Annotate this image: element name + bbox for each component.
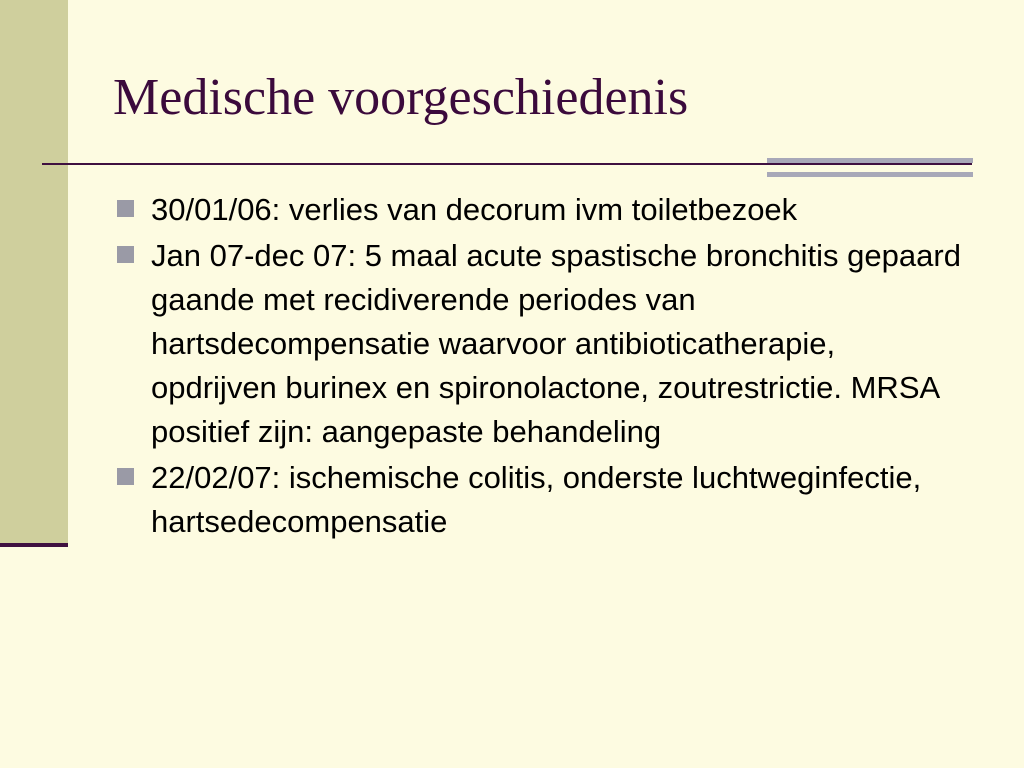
bullet-text: Jan 07-dec 07: 5 maal acute spastische bronchitis gepaard gaande met recidiverende periodes van hartsdecompensatie waarvoor antibioticatherapie, opdrijven burinex en spironolactone, zoutrestrictie. MRSA positief zijn: aangepaste behandeling — [151, 238, 961, 449]
slide-title: Medische voorgeschiedenis — [113, 69, 689, 126]
bullet-text: 22/02/07: ischemische colitis, onderste luchtweginfectie, hartsedecompensatie — [151, 460, 922, 539]
bullet-text: 30/01/06: verlies van decorum ivm toiletbezoek — [151, 192, 798, 227]
accent-bar-top — [767, 158, 973, 163]
square-bullet-icon — [117, 200, 134, 217]
square-bullet-icon — [117, 246, 134, 263]
title-divider-line — [42, 163, 972, 165]
bullet-item — [0, 188, 1024, 232]
square-bullet-icon — [117, 468, 134, 485]
bullet-item — [0, 234, 1024, 454]
bullet-list — [0, 188, 1024, 546]
bullet-item — [0, 456, 1024, 544]
accent-bar-bottom — [767, 172, 973, 177]
